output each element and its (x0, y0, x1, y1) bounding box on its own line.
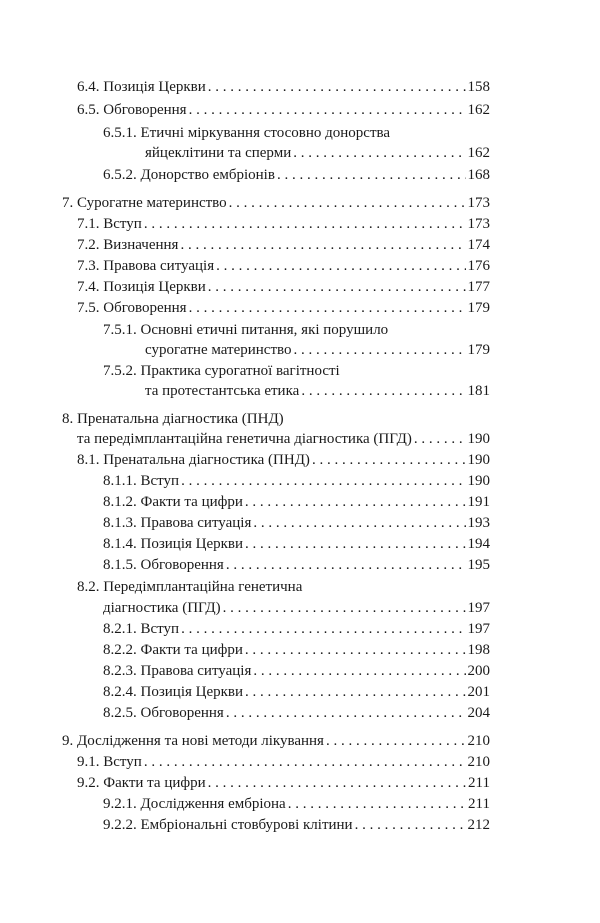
toc-entry-page: 197 (467, 621, 490, 637)
toc-leader-dots (355, 815, 466, 835)
toc-leader-dots (144, 752, 466, 772)
toc-entry-label: 9.1. Вступ (77, 754, 142, 770)
toc-entry-page: 162 (467, 102, 490, 118)
toc-entry[interactable] (103, 555, 490, 575)
toc-leader-dots (253, 513, 465, 533)
toc-leader-dots (288, 794, 466, 814)
toc-leader-dots (277, 165, 466, 185)
toc-entry-label-first-line: 7.5.1. Основні етичні питання, які порушило (103, 322, 389, 338)
toc-entry[interactable] (103, 661, 490, 681)
toc-entry-label: діагностика (ПГД) (103, 600, 221, 616)
toc-leader-dots (180, 235, 465, 255)
toc-entry-page: 158 (467, 79, 490, 95)
toc-leader-dots (216, 256, 465, 276)
toc-entry[interactable] (77, 298, 490, 318)
toc-entry-label: 8.1.5. Обговорення (103, 557, 224, 573)
toc-leader-dots (301, 381, 465, 401)
toc-entry-label: 8.2.3. Правова ситуація (103, 663, 252, 679)
toc-entry-page: 176 (467, 258, 490, 274)
toc-leader-dots (253, 661, 465, 681)
toc-entry[interactable] (77, 100, 490, 120)
toc-leader-dots (208, 773, 466, 793)
toc-entry-label: 8.1.1. Вступ (103, 473, 180, 489)
toc-leader-dots (226, 703, 466, 723)
toc-entry-label: 6.4. Позиція Церкви (77, 79, 206, 95)
toc-entry[interactable] (77, 773, 490, 793)
toc-leader-dots (226, 555, 466, 575)
toc-entry-label: 8.2.4. Позиція Церкви (103, 684, 244, 700)
toc-entry-label-first-line: 6.5.1. Етичні міркування стосовно донорства (103, 125, 391, 141)
toc-leader-dots (245, 534, 465, 554)
toc-entry-label: 9.2. Факти та цифри (77, 775, 206, 791)
toc-entry-label: 6.5. Обговорення (77, 102, 187, 118)
toc-leader-dots (312, 450, 466, 470)
toc-entry[interactable] (145, 340, 490, 360)
toc-entry-label: 7.2. Визначення (77, 237, 179, 253)
toc-entry-page: 195 (467, 557, 490, 573)
toc-entry[interactable] (77, 214, 490, 234)
toc-entry-label: 9.2.1. Дослідження ембріона (103, 796, 286, 812)
toc-entry-label-first-line: 8. Пренатальна діагностика (ПНД) (62, 411, 284, 427)
toc-entry-label: 8.1.3. Правова ситуація (103, 515, 252, 531)
toc-entry-page: 174 (467, 237, 490, 253)
toc-entry-page: 190 (467, 452, 490, 468)
toc-entry-label: 8.2.1. Вступ (103, 621, 180, 637)
toc-entry[interactable] (103, 165, 490, 185)
toc-entry-label: 8.1.4. Позиція Церкви (103, 536, 244, 552)
toc-entry-page: 168 (467, 167, 490, 183)
toc-entry-page: 173 (467, 195, 490, 211)
toc-entry[interactable] (77, 256, 490, 276)
toc-entry-page: 177 (467, 279, 490, 295)
toc-entry-page: 191 (467, 494, 490, 510)
toc-entry-label: 9.2.2. Ембріональні стовбурові клітини (103, 817, 353, 833)
toc-entry-label: та передімплантаційна генетична діагностика (ПГД) (77, 431, 412, 447)
toc-entry[interactable] (103, 703, 490, 723)
toc-entry-label: сурогатне материнство (145, 342, 292, 358)
toc-entry[interactable] (77, 752, 490, 772)
toc-entry[interactable] (103, 471, 490, 491)
toc-entry-page: 200 (467, 663, 490, 679)
toc-entry-page: 173 (467, 216, 490, 232)
toc-leader-dots (144, 214, 466, 234)
toc-entry[interactable] (103, 640, 490, 660)
toc-entry[interactable] (103, 534, 490, 554)
toc-leader-dots (189, 100, 466, 120)
toc-leader-dots (293, 143, 465, 163)
toc-entry-page: 197 (467, 600, 490, 616)
toc-entry[interactable] (103, 794, 490, 814)
toc-entry[interactable] (103, 619, 490, 639)
toc-entry-page: 211 (468, 796, 490, 812)
toc-leader-dots (245, 640, 466, 660)
toc-entry[interactable] (62, 193, 490, 213)
toc-entry-page: 201 (467, 684, 490, 700)
toc-leader-dots (181, 471, 465, 491)
toc-entry-page: 211 (468, 775, 490, 791)
toc-leader-dots (181, 619, 465, 639)
toc-entry-page: 162 (467, 145, 490, 161)
toc-entry[interactable] (77, 450, 490, 470)
toc-entry-label-first-line: 7.5.2. Практика сурогатної вагітності (103, 363, 340, 379)
toc-entry[interactable] (103, 682, 490, 702)
toc-entry-page: 210 (467, 733, 490, 749)
toc-entry[interactable] (62, 731, 490, 751)
toc-entry-page: 194 (467, 536, 490, 552)
toc-entry-page: 204 (467, 705, 490, 721)
toc-entry-label: та протестантська етика (145, 383, 300, 399)
toc-entry-label: яйцеклітини та сперми (145, 145, 292, 161)
toc-entry[interactable] (77, 77, 490, 97)
toc-entry-page: 212 (467, 817, 490, 833)
toc-leader-dots (208, 77, 466, 97)
toc-entry-page: 210 (467, 754, 490, 770)
toc-entry[interactable] (77, 429, 490, 449)
toc-leader-dots (245, 682, 465, 702)
toc-entry-page: 181 (467, 383, 490, 399)
toc-entry-label: 7.5. Обговорення (77, 300, 187, 316)
toc-entry-page: 198 (467, 642, 490, 658)
toc-entry-page: 190 (467, 473, 490, 489)
toc-leader-dots (326, 731, 466, 751)
toc-entry-page: 193 (467, 515, 490, 531)
toc-leader-dots (414, 429, 466, 449)
toc-entry-label: 8.1. Пренатальна діагностика (ПНД) (77, 452, 310, 468)
toc-entry[interactable] (103, 513, 490, 533)
toc-entry-label: 8.2.5. Обговорення (103, 705, 224, 721)
toc-entry-label: 8.1.2. Факти та цифри (103, 494, 243, 510)
toc-entry-label: 8.2.2. Факти та цифри (103, 642, 243, 658)
toc-entry[interactable] (145, 381, 490, 401)
toc-entry-label: 7.4. Позиція Церкви (77, 279, 206, 295)
toc-entry-label-first-line: 8.2. Передімплантаційна генетична (77, 579, 303, 595)
toc-leader-dots (223, 598, 466, 618)
toc-entry-label: 7. Сурогатне материнство (62, 195, 227, 211)
toc-entry[interactable] (145, 143, 490, 163)
toc-entry[interactable] (103, 815, 490, 835)
toc-entry-page: 179 (467, 342, 490, 358)
toc-leader-dots (208, 277, 466, 297)
toc-leader-dots (229, 193, 466, 213)
toc-entry-label: 7.3. Правова ситуація (77, 258, 215, 274)
toc-entry-page: 179 (467, 300, 490, 316)
toc-entry[interactable] (103, 598, 490, 618)
toc-entry-page: 190 (467, 431, 490, 447)
toc-entry-label: 9. Дослідження та нові методи лікування (62, 733, 324, 749)
toc-entry-label: 7.1. Вступ (77, 216, 142, 232)
toc-leader-dots (294, 340, 466, 360)
toc-entry[interactable] (77, 277, 490, 297)
toc-entry[interactable] (77, 235, 490, 255)
toc-leader-dots (245, 492, 466, 512)
toc-entry-label: 6.5.2. Донорство ембріонів (103, 167, 275, 183)
toc-entry[interactable] (103, 492, 490, 512)
toc-leader-dots (189, 298, 466, 318)
